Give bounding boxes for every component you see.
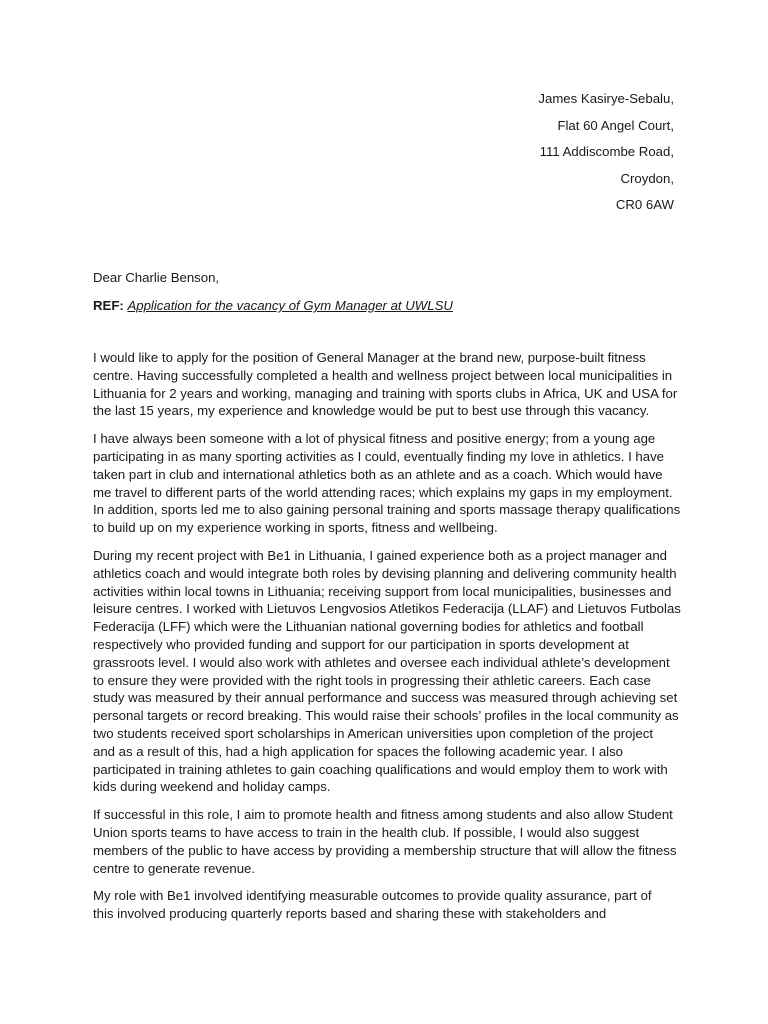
paragraph-line: personal targets or record breaking. This would raise their schools’ profiles in the local community as bbox=[93, 708, 679, 724]
paragraph-line: I would like to apply for the position of General Manager at the brand new, purpose-built fitness bbox=[93, 350, 646, 365]
paragraph-line: centre to generate revenue. bbox=[93, 860, 256, 876]
body-paragraph bbox=[93, 430, 681, 537]
reference-text: Application for the vacancy of Gym Manager at UWLSU bbox=[127, 298, 453, 313]
body-paragraph bbox=[93, 887, 678, 923]
body-paragraph bbox=[93, 806, 678, 877]
paragraph-line: During my recent project with Be1 in Lithuania, I gained experience both as a project manager and bbox=[93, 547, 667, 563]
paragraph-line: this involved producing quarterly reports based and sharing these with stakeholders and bbox=[93, 906, 607, 922]
sender-name: James Kasirye-Sebalu, bbox=[538, 91, 674, 106]
paragraph-line: If successful in this role, I aim to promote health and fitness among students and also allow Student bbox=[93, 807, 673, 823]
paragraph-line: me travel to different parts of the world attending races; which explains my gaps in my employment. bbox=[93, 484, 673, 500]
sender-address bbox=[538, 86, 674, 219]
paragraph-line: In addition, sports led me to also gaining personal training and sports massage therapy qualifications bbox=[93, 502, 681, 518]
address-postcode: CR0 6AW bbox=[615, 197, 674, 212]
paragraph-line: grassroots level. I would also work with athletes and oversee each individual athlete’s development bbox=[93, 654, 670, 670]
paragraph-line: to build up on my experience working in sports, fitness and wellbeing. bbox=[93, 520, 498, 536]
paragraph-line: to ensure they were provided with the right tools in progressing their athletic careers. Each case bbox=[93, 672, 651, 688]
paragraph-line: members of the public to have access by providing a membership structure that will allow the fitness bbox=[93, 842, 677, 858]
body-paragraph bbox=[93, 547, 681, 796]
body-paragraph bbox=[93, 349, 678, 420]
paragraph-line: centre. Having successfully completed a health and wellness project between local municipalities in bbox=[93, 367, 673, 383]
letter-body bbox=[93, 349, 681, 933]
address-line-2: 111 Addiscombe Road, bbox=[539, 144, 674, 159]
paragraph-line: kids during weekend and holiday camps. bbox=[93, 779, 331, 795]
paragraph-line: athletics coach and would integrate both roles by devising planning and delivering community health bbox=[93, 565, 677, 581]
paragraph-line: taken part in club and international athletics both as an athlete and as a coach. Which would have bbox=[93, 466, 663, 482]
paragraph-line: My role with Be1 involved identifying measurable outcomes to provide quality assurance, part of bbox=[93, 888, 652, 904]
address-line-3: Croydon, bbox=[620, 170, 674, 186]
paragraph-line: two students received sport scholarships in American universities upon completion of the project bbox=[93, 725, 654, 741]
paragraph-line: the last 15 years, my experience and knowledge would be put to best use through this vacancy. bbox=[93, 403, 650, 419]
paragraph-line: participating in as many sporting activities as I could, eventually finding my love in athletics. I have bbox=[93, 448, 665, 464]
paragraph-line: I have always been someone with a lot of physical fitness and positive energy; from a young age bbox=[93, 431, 656, 447]
reference-line bbox=[93, 297, 453, 315]
paragraph-line: Federacija (LFF) which were the Lithuanian national governing bodies for athletics and football bbox=[93, 619, 644, 635]
paragraph-line: Lithuania for 2 years and working, managing and training with sports clubs in Africa, UK and USA for bbox=[93, 385, 678, 401]
paragraph-line: study was measured by their annual performance and success was measured through achieving set bbox=[93, 690, 678, 706]
paragraph-line: activities within local towns in Lithuania; receiving support from local municipalities, businesses and bbox=[93, 583, 672, 599]
paragraph-line: and as a result of this, had a high application for spaces the following academic year. I also bbox=[93, 743, 624, 759]
reference-label: REF: bbox=[93, 298, 124, 313]
address-line-1: Flat 60 Angel Court, bbox=[557, 117, 674, 133]
paragraph-line: respectively who provided funding and support for our participation in sports development at bbox=[93, 636, 629, 652]
paragraph-line: participated in training athletes to gain coaching qualifications and would employ them to work with bbox=[93, 761, 668, 777]
paragraph-line: Union sports teams to have access to train in the health club. If possible, I would also suggest bbox=[93, 824, 640, 840]
paragraph-line: leisure centres. I worked with Lietuvos Lengvosios Atletikos Federacija (LLAF) and Lietuvos Futbolas bbox=[93, 601, 681, 617]
salutation: Dear Charlie Benson, bbox=[93, 270, 220, 285]
